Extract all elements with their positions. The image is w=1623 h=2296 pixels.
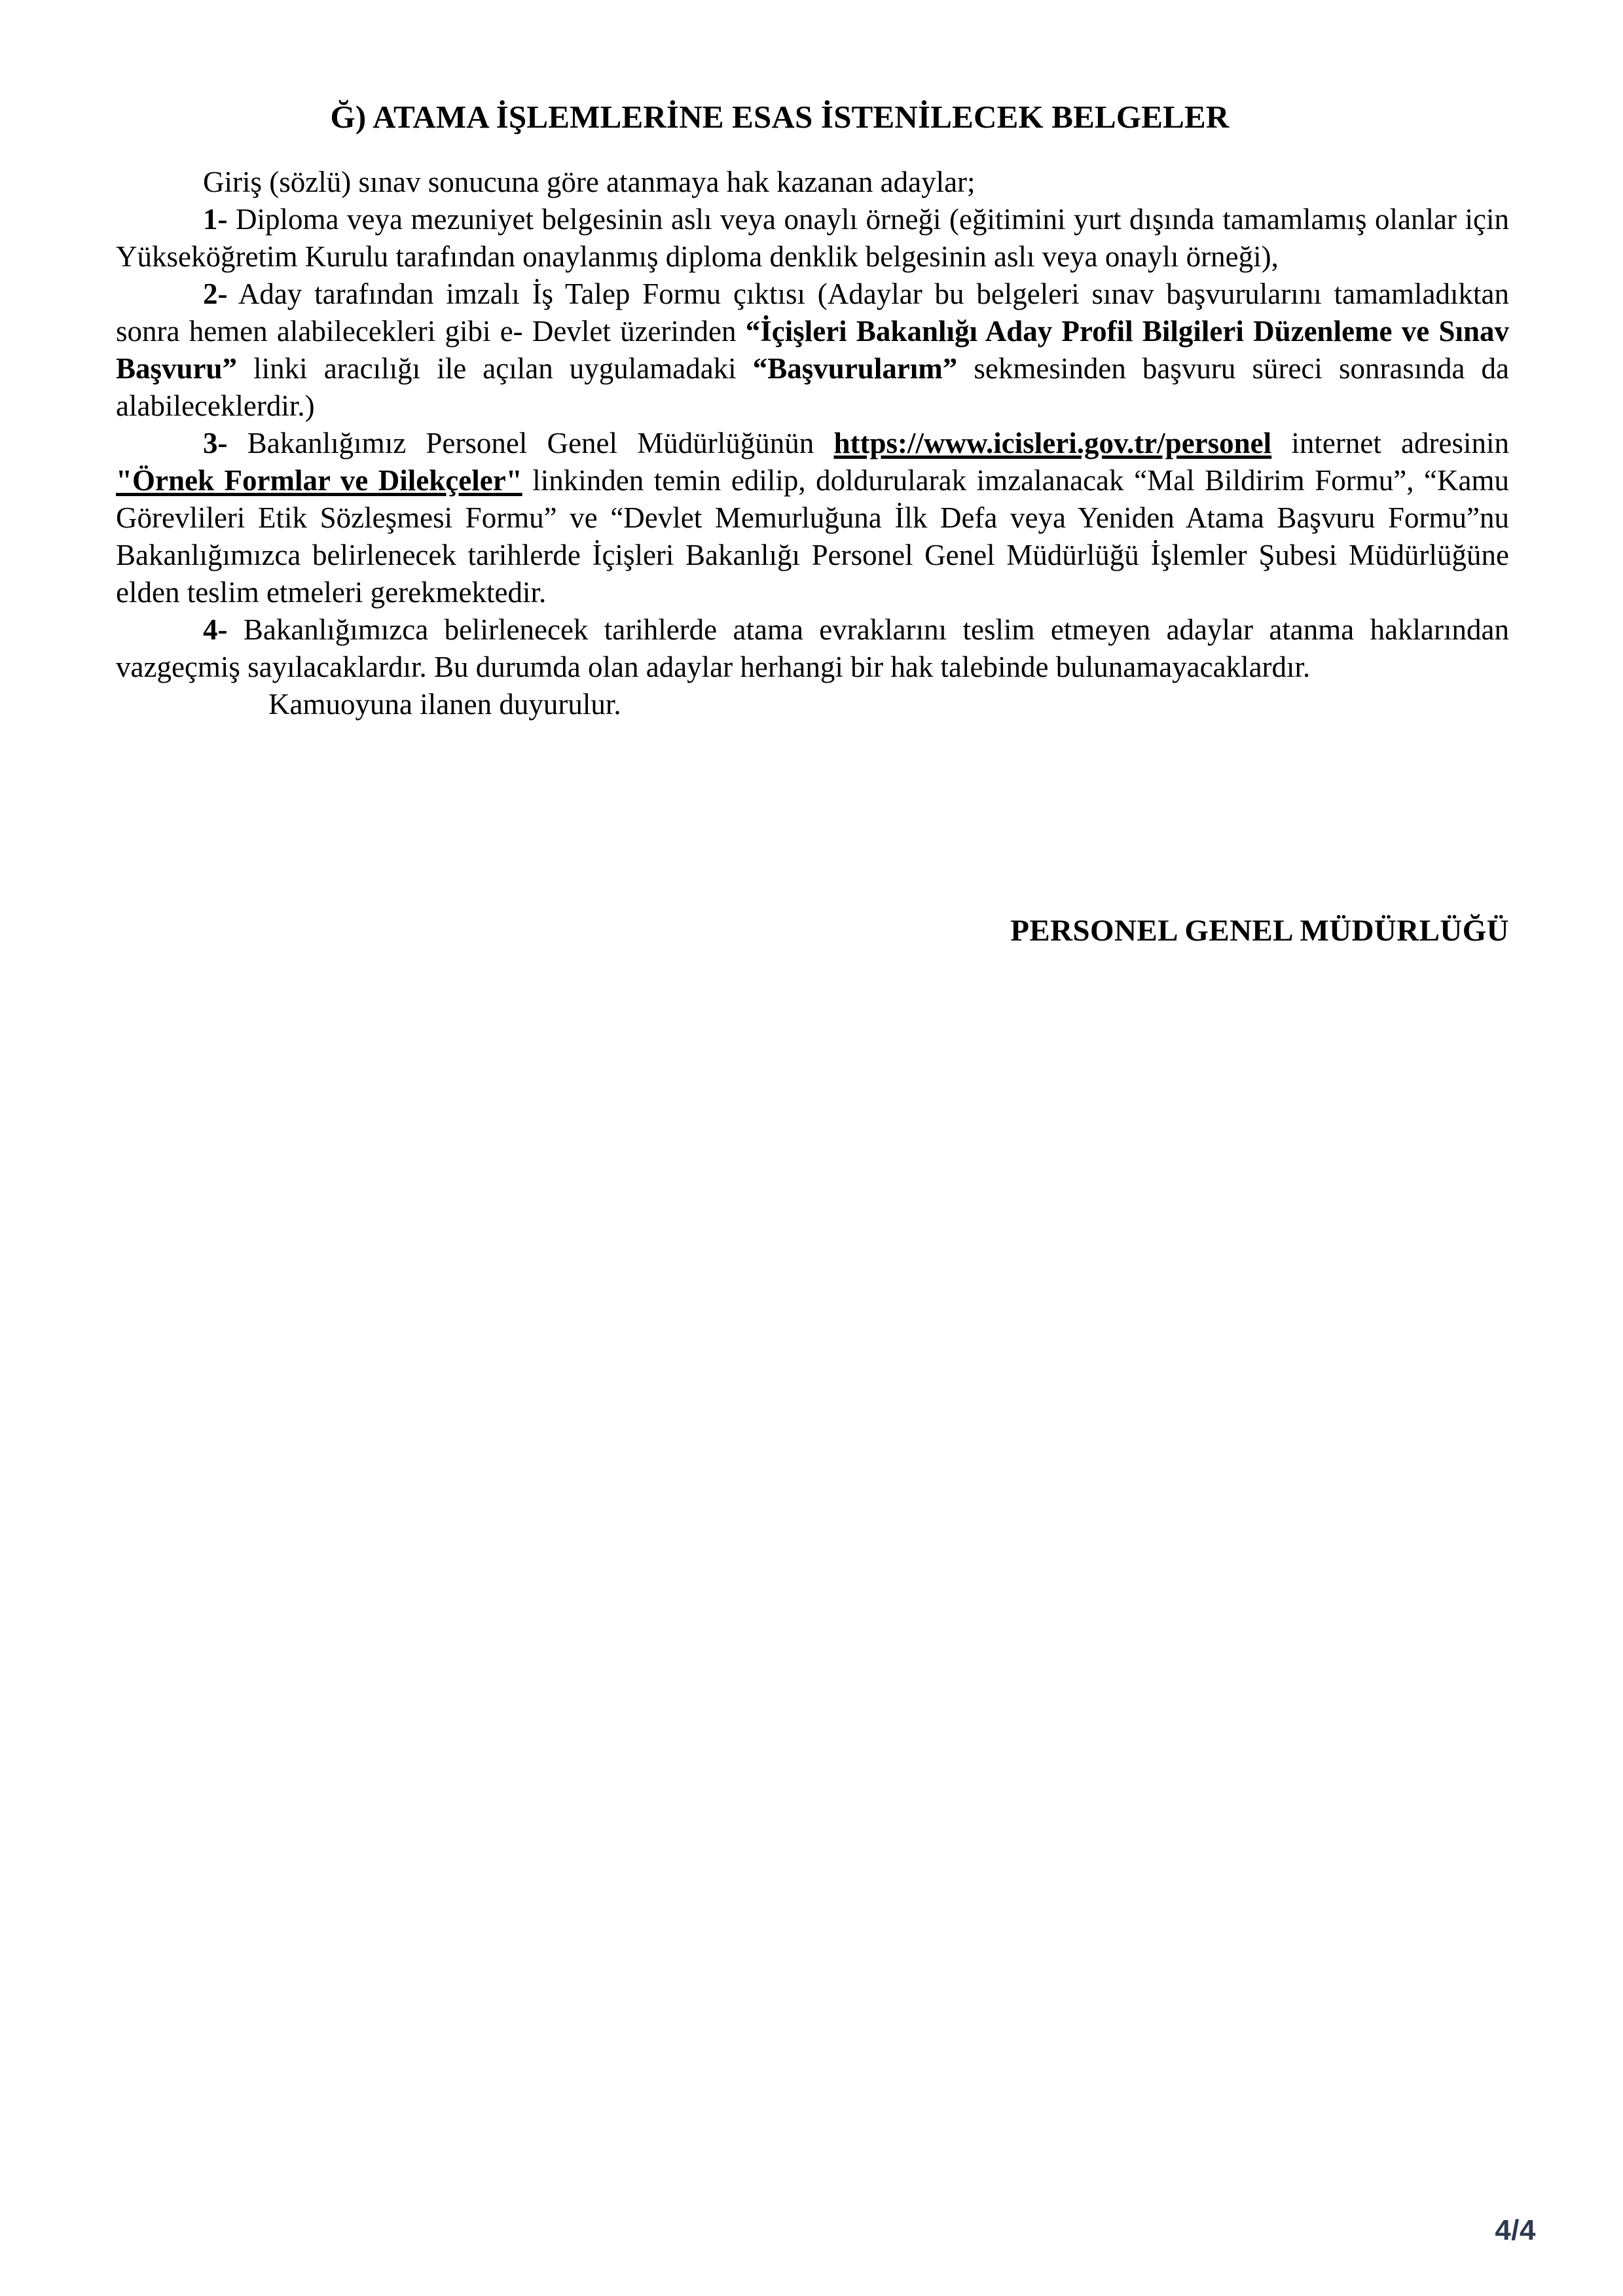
list-item-2-text-part-1: Aday tarafından imzalı İş Talep Formu çıktısı (Adaylar bu belgeleri sınav başvurularını tamamladıktan sonra hemen alabilecekleri gibi e- Devlet üzerinden — [116, 277, 1509, 348]
list-item-1 — [116, 201, 1509, 276]
list-item-3-text-part-3: linkinden temin edilip, doldurularak imzalanacak “Mal Bildirim Formu”, “Kamu Görevlileri Etik Sözleşmesi Formu” ve “Devlet Memurluğuna İlk Defa veya Yeniden Atama Başvuru Formu”nu Bakanlığımızca belirlenecek tarihlerde İçişleri Bakanlığı Personel Genel Müdürlüğü İşlemler Şubesi Müdürlüğüne elden teslim etmeleri gerekmektedir. — [116, 463, 1509, 609]
list-item-4-text: Bakanlığımızca belirlenecek tarihlerde atama evraklarını teslim etmeyen adaylar atanma haklarından vazgeçmiş sayılacaklardır. Bu durumda olan adaylar herhangi bir hak talebinde bulunamayacaklardır. — [116, 613, 1509, 683]
list-item-4-number: 4- — [203, 613, 228, 646]
list-item-2-emphasis-1: “İçişleri Bakanlığı Aday Profil Bilgileri Düzenleme ve Sınav Başvuru” — [116, 314, 1509, 385]
page-title: Ğ) ATAMA İŞLEMLERİNE ESAS İSTENİLECEK BELGELER — [330, 99, 1230, 135]
list-item-2-text-part-2: linki aracılığı ile açılan uygulamadaki — [237, 351, 753, 385]
list-item-1-number: 1- — [203, 202, 228, 236]
list-item-2-text-part-3: sekmesinden başvuru süreci sonrasında da alabileceklerdir.) — [116, 351, 1509, 422]
list-item-1-text: Diploma veya mezuniyet belgesinin aslı veya onaylı örneği (eğitimini yurt dışında tamamlamış olanlar için Yükseköğretim Kurulu tarafından onaylanmış diploma denklik belgesinin aslı veya onaylı örneği), — [116, 202, 1509, 273]
list-item-3-text-part-2: internet adresinin — [1271, 426, 1509, 459]
list-item-2-emphasis-2: “Başvurularım” — [752, 351, 958, 385]
lead-paragraph: Giriş (sözlü) sınav sonucuna göre atanmaya hak kazanan adaylar; — [203, 165, 976, 198]
page-number: 4/4 — [1495, 2214, 1536, 2246]
list-item-2 — [116, 276, 1509, 425]
document-body — [116, 98, 1509, 723]
ornek-formlar-ve-dilekceler-link[interactable]: "Örnek Formlar ve Dilekçeler" — [116, 463, 522, 497]
closing-line: Kamuoyuna ilanen duyurulur. — [268, 687, 621, 721]
list-item-3-text-part-1: Bakanlığımız Personel Genel Müdürlüğünün — [227, 426, 834, 459]
signature-block: PERSONEL GENEL MÜDÜRLÜĞÜ — [1010, 914, 1509, 948]
icisleri-personel-link[interactable]: https://www.icisleri.gov.tr/personel — [833, 426, 1272, 459]
list-item-2-number: 2- — [203, 277, 228, 310]
list-item-4 — [116, 611, 1509, 686]
list-item-3-number: 3- — [203, 426, 228, 459]
list-item-3 — [116, 425, 1509, 611]
